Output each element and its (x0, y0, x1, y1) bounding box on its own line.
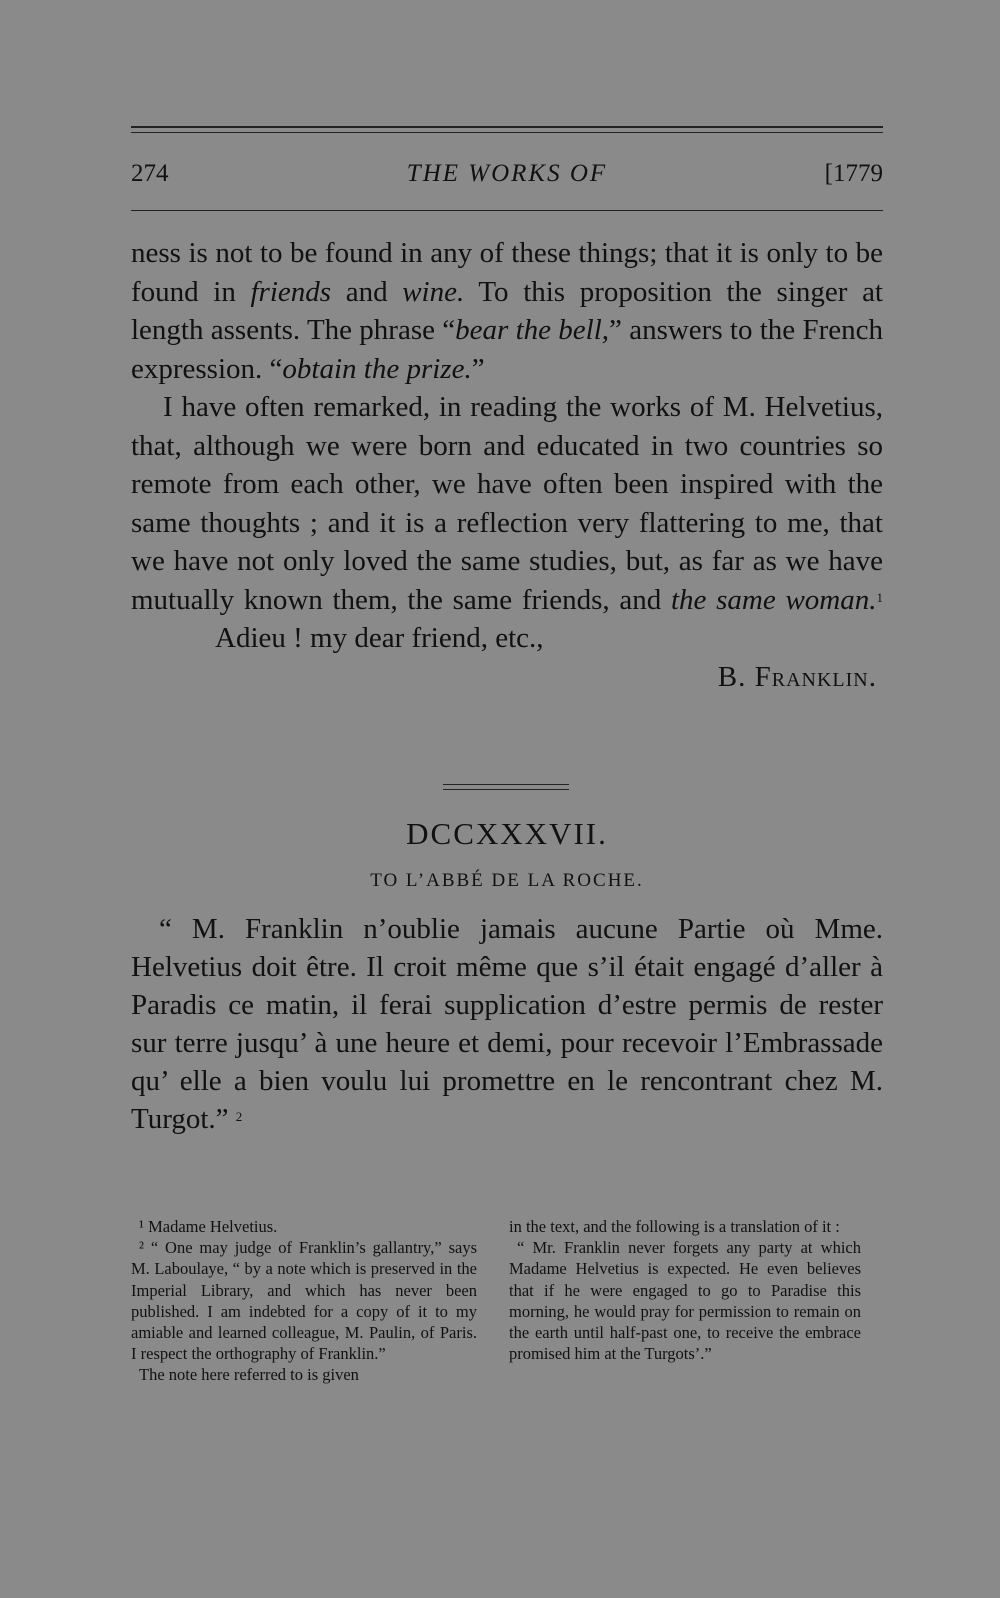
italic-bear-the-bell: bear the bell, (455, 314, 610, 346)
footnote-ref-2: 2 (235, 1109, 243, 1124)
page-number: 274 (131, 160, 169, 187)
header-rule (131, 210, 883, 211)
running-title: THE WORKS OF (406, 160, 608, 187)
text-run: I have often remarked, in reading the works of M. Helvetius, that, although we were born and educated in two countries so remote from each other, we have often been inspired with the same thoughts ; and it is a reflection very flattering to me, that we have not only loved the same studies, but, as far as we have mutually known them, the same friends, and (131, 391, 883, 616)
text-run: ” (471, 352, 485, 385)
running-head (131, 160, 883, 190)
year-marker: [1779 (824, 160, 883, 187)
closing-adieu: Adieu ! my dear friend, etc., (215, 622, 544, 654)
footnote-2: ² “ One may judge of Franklin’s gallantry,” says M. Laboulaye, “ by a note which is preserved in the Imperial Library, and which has never been published. I am indebted for a copy of it to my amiable and learned colleague, M. Paulin, of Paris. I respect the orthography of Franklin.” (131, 1238, 477, 1364)
italic-friends: friends (250, 275, 332, 308)
footnotes-left-column (131, 1216, 477, 1386)
letter-body (131, 910, 883, 1138)
footnotes-right-column (509, 1216, 861, 1364)
footnote-2-translation: “ Mr. Franklin never forgets any party at which Madame Helvetius is expected. He even believes that if he were engaged to go to Paradise this morning, he would pray for permission to remain on the earth until half-past one, to receive the embrace promised him at the Turgots’.” (509, 1238, 861, 1364)
paragraph-2 (131, 388, 883, 658)
footnote-ref-1: 1 (876, 589, 883, 605)
italic-wine: wine. (402, 275, 465, 308)
letter-text: “ M. Franklin n’oublie jamais aucune Partie où Mme. Helvetius doit être. Il croit même que s’il était engagé d’aller à Paradis ce matin, il ferai supplication d’estre permis de rester sur terre jusqu’ à une heure et demi, pour recevoir l’Embrassade qu’ elle a bien voulu lui promettre en le rencontrant chez M. Turgot.” (131, 913, 883, 1135)
text-run: ness is not to be found in any of these things; that it is only to be found in (131, 237, 883, 308)
text-run: To this proposition the singer at length assents. The phrase “ (131, 275, 883, 346)
top-rule (131, 126, 883, 128)
signature: B. Franklin. (717, 660, 877, 693)
text-run: and (331, 275, 403, 308)
footnote-2-continued: The note here referred to is given (139, 1365, 359, 1385)
body-text (131, 234, 883, 696)
letter-recipient: TO L’ABBÉ DE LA ROCHE. (370, 870, 644, 891)
paragraph-1 (131, 234, 883, 388)
top-rule-thin (131, 132, 883, 133)
footnote-2-translation-intro: in the text, and the following is a translation of it : (509, 1217, 840, 1236)
letter-number: DCCXXXVII. (406, 816, 608, 851)
footnote-1: ¹ Madame Helvetius. (139, 1217, 278, 1236)
italic-the-same-woman: the same woman. (670, 583, 877, 616)
letter-paragraph (131, 910, 883, 1138)
italic-obtain-the-prize: obtain the prize. (282, 352, 472, 385)
section-divider (443, 784, 569, 792)
text-run: ” answers to the French expression. “ (131, 314, 883, 385)
